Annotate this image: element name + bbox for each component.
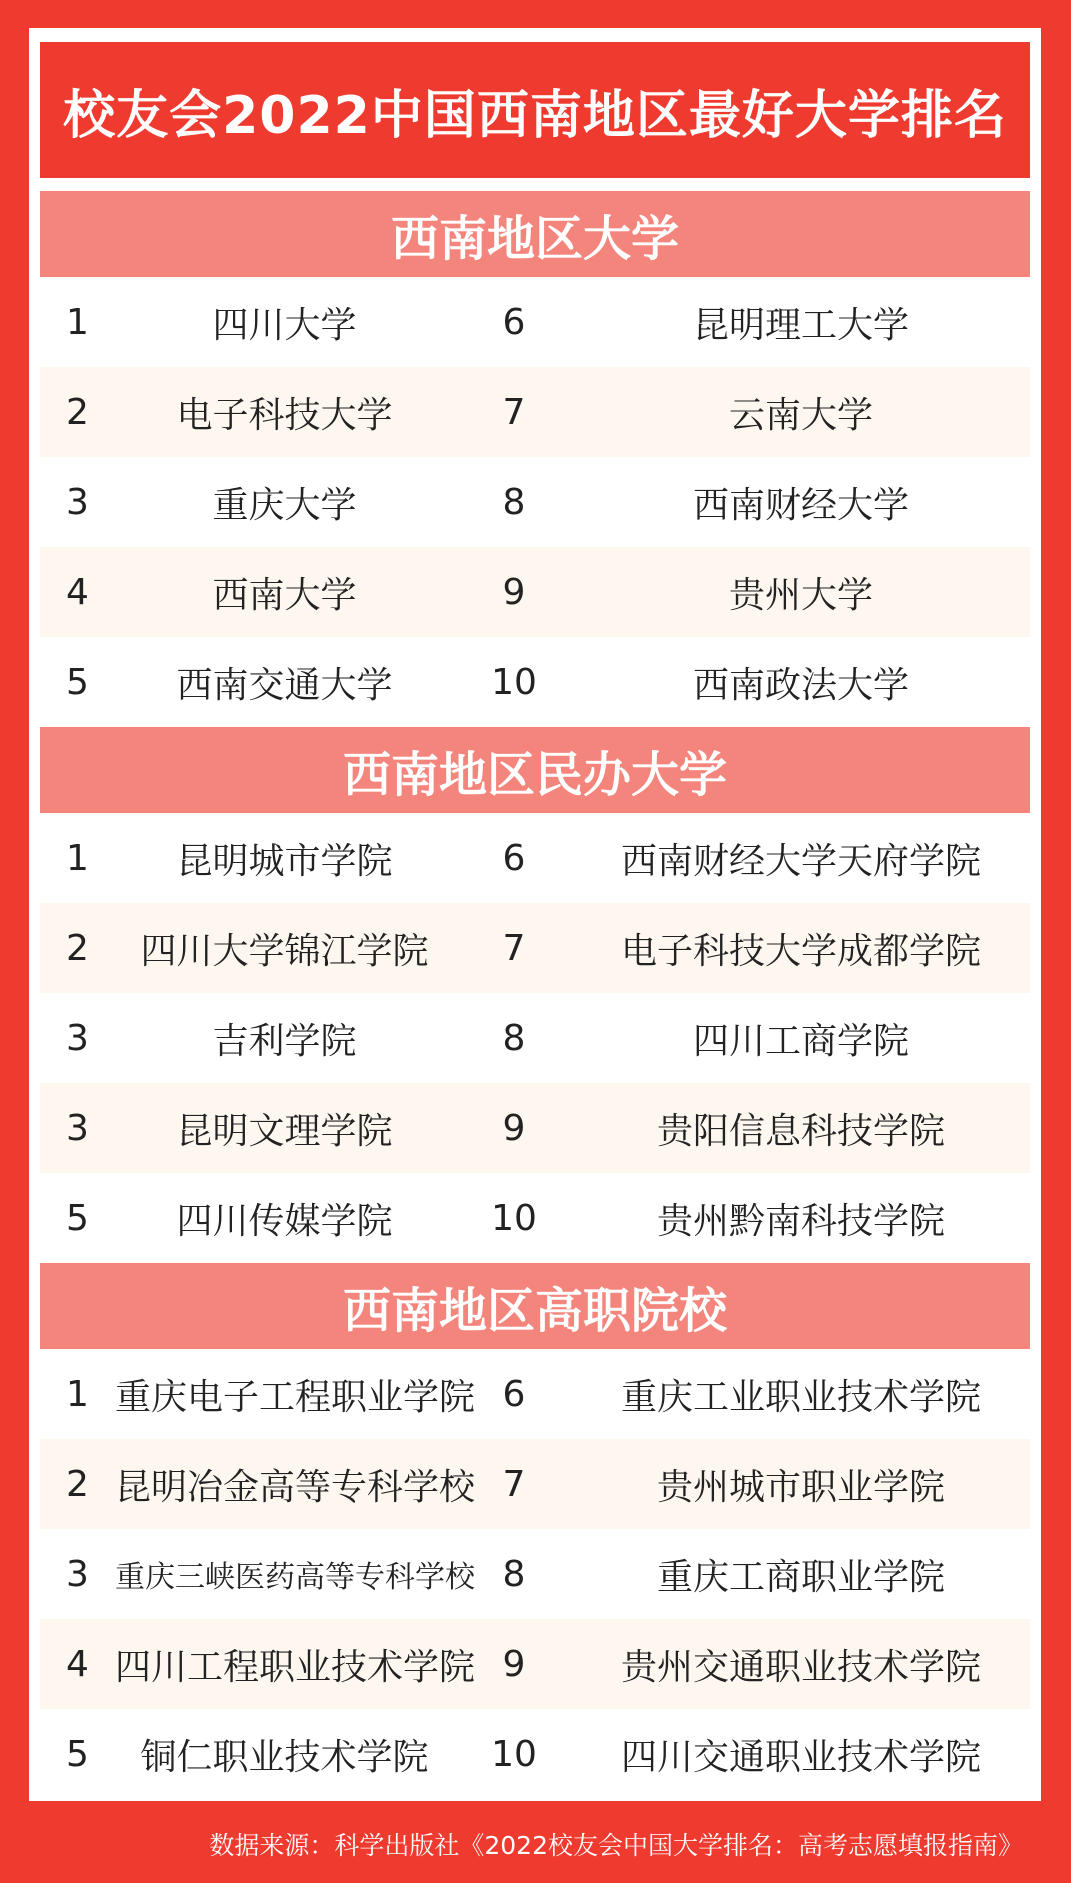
table-row	[40, 1439, 1030, 1529]
rank-cell: 3	[66, 1107, 89, 1149]
rank-cell: 2	[66, 927, 89, 969]
rank-cell: 6	[502, 301, 526, 343]
school-name-cell: 四川大学锦江学院	[140, 930, 429, 972]
rank-cell: 10	[491, 661, 537, 703]
rank-cell: 3	[66, 481, 89, 523]
school-name-cell: 昆明冶金高等专科学校	[115, 1466, 476, 1508]
rank-cell: 8	[502, 1553, 526, 1595]
rank-cell: 7	[502, 927, 526, 969]
table-row	[40, 993, 1030, 1083]
school-name-cell: 昆明文理学院	[176, 1110, 393, 1152]
school-name-cell: 重庆大学	[212, 484, 357, 526]
rank-cell: 3	[66, 1017, 89, 1059]
school-name-cell: 电子科技大学	[176, 394, 393, 436]
school-name-cell: 西南政法大学	[692, 664, 909, 706]
rank-cell: 7	[502, 1463, 526, 1505]
school-name-cell: 重庆电子工程职业学院	[115, 1376, 476, 1418]
rank-cell: 10	[491, 1197, 537, 1239]
rank-cell: 7	[502, 391, 526, 433]
table-row	[40, 1173, 1030, 1263]
school-name-cell: 昆明城市学院	[176, 840, 393, 882]
school-name-cell: 重庆三峡医药高等专科学校	[115, 1560, 475, 1595]
table-row	[40, 1349, 1030, 1439]
rank-cell: 1	[66, 1373, 89, 1415]
school-name-cell: 贵州交通职业技术学院	[620, 1646, 981, 1688]
table-row	[40, 1529, 1030, 1619]
rank-cell: 9	[502, 1107, 526, 1149]
table-row	[40, 903, 1030, 993]
rank-cell: 8	[502, 481, 526, 523]
table-row	[40, 367, 1030, 457]
school-name-cell: 四川大学	[212, 304, 357, 346]
rank-cell: 1	[66, 301, 89, 343]
rank-cell: 5	[66, 1733, 89, 1775]
rank-cell: 6	[502, 837, 526, 879]
section-heading: 西南地区大学	[40, 191, 1030, 277]
table-row	[40, 1619, 1030, 1709]
data-source-note: 数据来源：科学出版社《2022校友会中国大学排名：高考志愿填报指南》	[209, 1831, 1023, 1860]
rank-cell: 5	[66, 661, 89, 703]
school-name-cell: 贵州城市职业学院	[656, 1466, 945, 1508]
rank-cell: 3	[66, 1553, 89, 1595]
school-name-cell: 重庆工商职业学院	[656, 1556, 945, 1598]
table-row	[40, 457, 1030, 547]
rank-cell: 6	[502, 1373, 526, 1415]
rank-cell: 4	[66, 1643, 89, 1685]
rank-cell: 5	[66, 1197, 89, 1239]
section-heading: 西南地区高职院校	[40, 1263, 1030, 1349]
table-row	[40, 813, 1030, 903]
rank-cell: 4	[66, 571, 89, 613]
rank-cell: 8	[502, 1017, 526, 1059]
school-name-cell: 四川工程职业技术学院	[115, 1646, 476, 1688]
ranking-panel	[29, 28, 1041, 1801]
table-row	[40, 277, 1030, 367]
school-name-cell: 四川交通职业技术学院	[620, 1736, 981, 1778]
rank-cell: 9	[502, 1643, 526, 1685]
school-name-cell: 云南大学	[728, 394, 873, 436]
table-row	[40, 637, 1030, 727]
school-name-cell: 西南财经大学天府学院	[620, 840, 981, 882]
school-name-cell: 西南大学	[212, 574, 357, 616]
section-vocational-colleges	[40, 1263, 1030, 1799]
section-private-universities	[40, 727, 1030, 1263]
school-name-cell: 贵州大学	[728, 574, 873, 616]
school-name-cell: 昆明理工大学	[692, 304, 909, 346]
rank-cell: 9	[502, 571, 526, 613]
school-name-cell: 吉利学院	[212, 1020, 357, 1062]
section-southwest-universities	[40, 191, 1030, 727]
school-name-cell: 四川工商学院	[692, 1020, 909, 1062]
school-name-cell: 贵阳信息科技学院	[656, 1110, 945, 1152]
table-row	[40, 1709, 1030, 1799]
table-row	[40, 1083, 1030, 1173]
school-name-cell: 西南交通大学	[176, 664, 393, 706]
school-name-cell: 铜仁职业技术学院	[140, 1736, 429, 1778]
rank-cell: 10	[491, 1733, 537, 1775]
rank-cell: 1	[66, 837, 89, 879]
rank-cell: 2	[66, 1463, 89, 1505]
school-name-cell: 西南财经大学	[692, 484, 909, 526]
school-name-cell: 贵州黔南科技学院	[656, 1200, 945, 1242]
section-heading: 西南地区民办大学	[40, 727, 1030, 813]
page-title: 校友会2022中国西南地区最好大学排名	[40, 42, 1030, 178]
school-name-cell: 电子科技大学成都学院	[620, 930, 981, 972]
table-row	[40, 547, 1030, 637]
school-name-cell: 重庆工业职业技术学院	[620, 1376, 981, 1418]
rank-cell: 2	[66, 391, 89, 433]
school-name-cell: 四川传媒学院	[176, 1200, 393, 1242]
